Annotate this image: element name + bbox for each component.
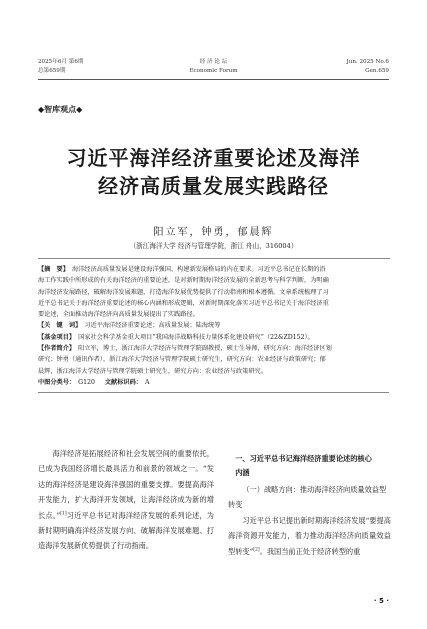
author-bio-line: 阳立军，博士，浙江海洋大学经济与管理学院副教授，硕士生导师，研究方向：海洋经济区划 [78,345,332,353]
abstract-line: 近平总书记关于海洋经济重要论述的核心内涵和形成逻辑，对新时期深化落实习近平总书记关于海洋经济重 [38,299,329,307]
clc-value: G120 [78,378,95,386]
abstract-line: 海洋经济发展路径，破解海洋发展难题，打造海洋发展优势提供了行动指南和根本遵循。文章系统梳理了习 [38,288,329,296]
abstract-block [38,264,390,320]
authors: 阳立军，钟勇，郁晨辉 [153,227,274,238]
issue-total: 总第659期 [38,68,66,74]
page-number: · 5 · [373,597,389,605]
issue-date-en: Jun. 2025 No.6 [346,59,389,65]
issue-total-en: Gen.659 [365,68,389,74]
author-bio-label: 【作者简介】 [38,345,76,353]
body-paragraph [38,446,214,554]
author-bio-line: 研究；钟勇（通讯作者），浙江海洋大学经济与管理学院硕士研究生，研究方向：农业经济与政策研究；郁 [38,356,326,364]
reference-mark: [1] [60,511,67,517]
paragraph-text: 习近平总书记对海洋经济发展的系列论述，为新时期明确海洋经济发展方向、破解海洋发展难题、打造海洋发展新优势提供了行动指南。 [38,510,214,551]
title-line-2: 经济高质量发展实践路径 [98,174,329,198]
abstract-line: 海工作实践中所形成的有关海洋经济的重要论述，是对新时期海洋经济发展的全新思考与科学判断，为明确 [38,277,329,285]
section-heading-line: 内涵 [235,468,250,477]
paragraph-text: 习近平总书记提出新时期海洋经济发展“要提高海洋资源开发能力，着力推动海洋经济向质量效益型转变” [228,515,391,556]
body-right-column [228,452,391,559]
keywords-block [38,320,390,331]
issue-date: 2025年6月 第6期 [38,59,84,65]
keywords-text: 习近平海洋经济重要论述；高质量发展；陆海统筹 [84,322,221,330]
article-title [30,144,397,200]
journal-name-en: Economic Forum [189,68,238,74]
body-paragraph [228,513,391,559]
abstract-label: 【摘 要】 [38,266,69,273]
column-tag: ◆智库观点◆ [38,105,83,114]
section-heading-line: 一、习近平总书记海洋经济重要论述的核心 [235,454,372,463]
doc-code-label: 文献标识码： [104,378,142,386]
keywords-label: 【关 键 词】 [38,322,82,330]
paragraph-text: 海洋经济是拓展经济和社会发展空间的重要依托，已成为我国经济增长最具活力和前景的领域之一。“发达的海洋经济是建设海洋强国的重要支撑。要提高海洋开发能力，扩大海洋开发领域，让海洋经济成为新的增长点。” [38,449,214,520]
doc-code-value: A [144,378,150,386]
fund-label: 【基金项目】 [38,333,76,341]
meta-bottom-divider [38,392,389,393]
header-divider [38,79,389,80]
reference-mark: [2] [253,547,260,553]
title-line-1: 习近平海洋经济重要论述及海洋 [66,146,361,170]
journal-issue-right [346,58,389,76]
author-bio-block [38,343,390,377]
abstract-line: 海洋经济高质量发展是建设海洋强国、构建新发展格局的内在要求。习近平总书记在长期的沿 [71,266,326,273]
article-meta [38,258,390,388]
fund-block [38,332,390,343]
paragraph-text: 。我国当前正处于经济转型的重 [259,546,361,556]
body-left-column [38,446,214,554]
section-heading [228,452,391,480]
abstract-line: 要论述，全面推动海洋经济向高质量发展提出了实践路径。 [38,311,199,319]
author-bio-line: 晨辉，浙江海洋大学经济与管理学院硕士研究生，研究方向：农业经济与政策研究。 [38,367,267,375]
journal-name-cn: 经 济 论 坛 [199,59,228,65]
affiliation: （浙江海洋大学 经济与管理学院，浙江 舟山，316004） [129,242,298,250]
fund-text: 国家社会科学基金重大项目“我国海洋战略科技力量体系化建设研究”（22&ZD152）。 [78,333,314,341]
classification-block [38,377,390,388]
clc-label: 中图分类号： [38,378,76,386]
subsection-heading: （一）战略方向：推动海洋经济向质量效益型转变 [228,485,387,510]
